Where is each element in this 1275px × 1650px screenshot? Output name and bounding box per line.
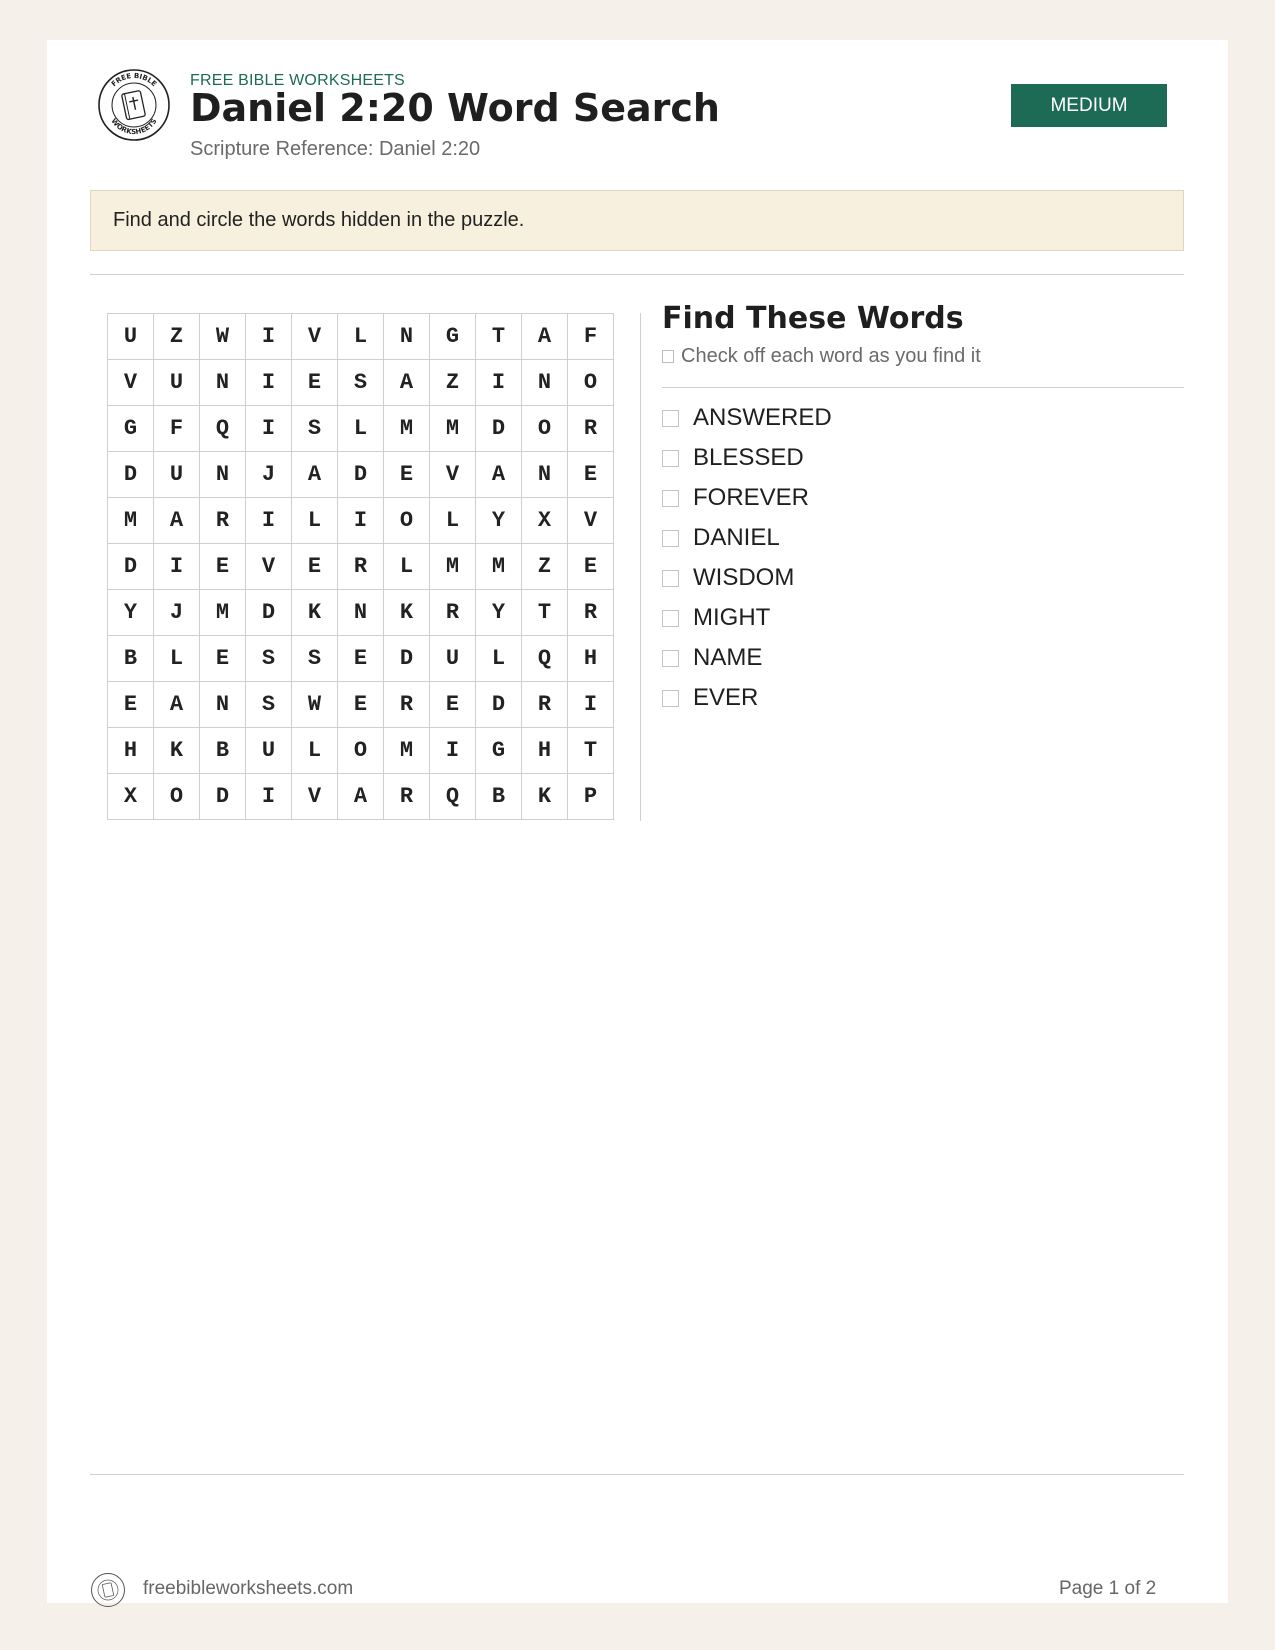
grid-row [108,636,614,682]
grid-cell[interactable]: E [384,452,430,498]
grid-cell[interactable]: V [292,774,338,820]
grid-cell[interactable]: A [154,498,200,544]
word-list-title: Find These Words [662,301,964,336]
word-label: WISDOM [693,564,795,591]
grid-cell[interactable]: O [384,498,430,544]
grid-cell[interactable]: J [246,452,292,498]
grid-cell[interactable]: O [522,406,568,452]
checkbox-icon [662,350,674,363]
grid-row [108,728,614,774]
grid-cell[interactable]: N [200,360,246,406]
grid-cell[interactable]: X [108,774,154,820]
word-list-item [662,478,832,518]
grid-cell[interactable]: O [338,728,384,774]
grid-cell[interactable]: E [200,636,246,682]
checkbox-icon[interactable] [662,650,679,667]
grid-cell[interactable]: E [292,360,338,406]
word-list-item [662,398,832,438]
grid-cell[interactable]: L [384,544,430,590]
grid-cell[interactable]: R [200,498,246,544]
grid-cell[interactable]: L [154,636,200,682]
word-list-item [662,678,832,718]
grid-cell[interactable]: Q [430,774,476,820]
grid-cell[interactable]: L [292,498,338,544]
grid-cell[interactable]: G [108,406,154,452]
checkbox-icon[interactable] [662,530,679,547]
grid-cell[interactable]: G [430,314,476,360]
grid-cell[interactable]: A [384,360,430,406]
grid-cell[interactable]: E [108,682,154,728]
scripture-reference: Scripture Reference: Daniel 2:20 [190,138,481,160]
word-list-divider [662,387,1184,388]
grid-cell[interactable]: M [430,406,476,452]
worksheet-page [47,40,1228,1603]
grid-cell[interactable]: R [384,774,430,820]
grid-row [108,360,614,406]
grid-cell[interactable]: T [568,728,614,774]
grid-cell[interactable]: N [200,682,246,728]
grid-cell[interactable]: X [522,498,568,544]
word-label: EVER [693,684,759,711]
grid-cell[interactable]: L [338,314,384,360]
checkbox-icon[interactable] [662,490,679,507]
grid-cell[interactable]: U [108,314,154,360]
word-label: NAME [693,644,763,671]
word-label: DANIEL [693,524,780,551]
grid-cell[interactable]: D [384,636,430,682]
grid-cell[interactable]: T [476,314,522,360]
word-label: ANSWERED [693,404,832,431]
svg-text:WORKSHEETS: WORKSHEETS [109,117,159,137]
grid-cell[interactable]: D [200,774,246,820]
grid-cell[interactable]: I [568,682,614,728]
grid-cell[interactable]: I [246,774,292,820]
grid-cell[interactable]: R [522,682,568,728]
checkbox-icon[interactable] [662,450,679,467]
grid-cell[interactable]: P [568,774,614,820]
grid-cell[interactable]: U [154,360,200,406]
grid-row [108,314,614,360]
grid-cell[interactable]: Y [108,590,154,636]
grid-cell[interactable]: R [430,590,476,636]
grid-cell[interactable]: W [200,314,246,360]
footer-logo-icon [90,1572,126,1608]
grid-cell[interactable]: M [476,544,522,590]
grid-cell[interactable]: S [246,636,292,682]
grid-cell[interactable]: D [108,544,154,590]
grid-cell[interactable]: M [384,406,430,452]
grid-cell[interactable]: Y [476,590,522,636]
grid-cell[interactable]: R [568,406,614,452]
grid-cell[interactable]: M [384,728,430,774]
footer-divider [90,1474,1184,1475]
grid-cell[interactable]: O [154,774,200,820]
grid-cell[interactable]: N [384,314,430,360]
word-label: BLESSED [693,444,804,471]
grid-cell[interactable]: D [108,452,154,498]
grid-cell[interactable]: E [568,452,614,498]
difficulty-badge: MEDIUM [1011,84,1167,127]
grid-cell[interactable]: G [476,728,522,774]
grid-cell[interactable]: I [476,360,522,406]
grid-cell[interactable]: H [108,728,154,774]
grid-cell[interactable]: K [154,728,200,774]
grid-cell[interactable]: A [522,314,568,360]
grid-cell[interactable]: V [430,452,476,498]
word-list [662,398,832,718]
word-label: FOREVER [693,484,810,511]
grid-cell[interactable]: H [568,636,614,682]
grid-cell[interactable]: I [430,728,476,774]
grid-cell[interactable]: W [292,682,338,728]
footer-website: freebibleworksheets.com [143,1578,354,1599]
grid-cell[interactable]: D [476,406,522,452]
grid-cell[interactable]: J [154,590,200,636]
checkbox-icon[interactable] [662,570,679,587]
grid-cell[interactable]: M [430,544,476,590]
grid-cell[interactable]: E [568,544,614,590]
grid-cell[interactable]: L [476,636,522,682]
grid-cell[interactable]: D [246,590,292,636]
grid-cell[interactable]: I [246,314,292,360]
word-label: MIGHT [693,604,771,631]
word-list-item [662,598,832,638]
grid-cell[interactable]: Y [476,498,522,544]
grid-row [108,544,614,590]
grid-cell[interactable]: R [338,544,384,590]
grid-cell[interactable]: U [430,636,476,682]
grid-cell[interactable]: V [292,314,338,360]
grid-cell[interactable]: D [476,682,522,728]
grid-cell[interactable]: N [338,590,384,636]
grid-cell[interactable]: L [338,406,384,452]
grid-cell[interactable]: A [154,682,200,728]
grid-cell[interactable]: E [338,636,384,682]
word-list-subtitle [662,345,981,368]
grid-cell[interactable]: O [568,360,614,406]
grid-cell[interactable]: E [200,544,246,590]
grid-cell[interactable]: V [568,498,614,544]
checkbox-icon[interactable] [662,690,679,707]
grid-cell[interactable]: K [522,774,568,820]
grid-cell[interactable]: E [338,682,384,728]
grid-cell[interactable]: V [246,544,292,590]
grid-row [108,590,614,636]
grid-cell[interactable]: R [384,682,430,728]
grid-cell[interactable]: Q [200,406,246,452]
grid-cell[interactable]: F [568,314,614,360]
checkbox-icon[interactable] [662,610,679,627]
grid-cell[interactable]: N [522,452,568,498]
grid-cell[interactable]: K [292,590,338,636]
grid-cell[interactable]: E [292,544,338,590]
grid-cell[interactable]: R [568,590,614,636]
grid-cell[interactable]: A [476,452,522,498]
page-title: Daniel 2:20 Word Search [190,86,720,130]
grid-cell[interactable]: B [476,774,522,820]
grid-cell[interactable]: L [292,728,338,774]
page-number: Page 1 of 2 [1059,1578,1157,1599]
grid-cell[interactable]: A [338,774,384,820]
checkbox-icon[interactable] [662,410,679,427]
grid-cell[interactable]: I [246,406,292,452]
grid-cell[interactable]: N [522,360,568,406]
grid-cell[interactable]: Z [430,360,476,406]
grid-cell[interactable]: Q [522,636,568,682]
grid-cell[interactable]: D [338,452,384,498]
grid-cell[interactable]: S [338,360,384,406]
brand-name: FREE BIBLE WORKSHEETS [190,72,405,89]
word-list-subtitle-text: Check off each word as you find it [681,345,981,367]
word-list-item [662,558,832,598]
grid-row [108,498,614,544]
grid-cell[interactable]: L [430,498,476,544]
grid-cell[interactable]: S [246,682,292,728]
grid-cell[interactable]: K [384,590,430,636]
grid-cell[interactable]: U [154,452,200,498]
grid-cell[interactable]: N [200,452,246,498]
grid-cell[interactable]: I [246,360,292,406]
grid-cell[interactable]: S [292,406,338,452]
grid-cell[interactable]: B [108,636,154,682]
svg-text:FREE BIBLE: FREE BIBLE [109,71,159,89]
grid-row [108,774,614,820]
grid-row [108,682,614,728]
grid-cell[interactable]: E [430,682,476,728]
grid-cell[interactable]: I [338,498,384,544]
instructions-box: Find and circle the words hidden in the puzzle. [90,190,1184,251]
grid-cell[interactable]: Z [154,314,200,360]
word-list-item [662,438,832,478]
grid-cell[interactable]: S [292,636,338,682]
grid-row [108,452,614,498]
word-list-item [662,518,832,558]
word-list-item [662,638,832,678]
grid-cell[interactable]: B [200,728,246,774]
grid-row [108,406,614,452]
grid-cell[interactable]: I [154,544,200,590]
logo-icon [97,68,171,142]
grid-cell[interactable]: T [522,590,568,636]
column-divider [640,313,641,821]
grid-cell[interactable]: A [292,452,338,498]
header-divider [90,274,1184,275]
grid-cell[interactable]: H [522,728,568,774]
grid-cell[interactable]: M [108,498,154,544]
grid-cell[interactable]: M [200,590,246,636]
grid-cell[interactable]: I [246,498,292,544]
grid-cell[interactable]: U [246,728,292,774]
grid-cell[interactable]: F [154,406,200,452]
word-search-grid [107,313,614,820]
grid-cell[interactable]: V [108,360,154,406]
grid-cell[interactable]: Z [522,544,568,590]
